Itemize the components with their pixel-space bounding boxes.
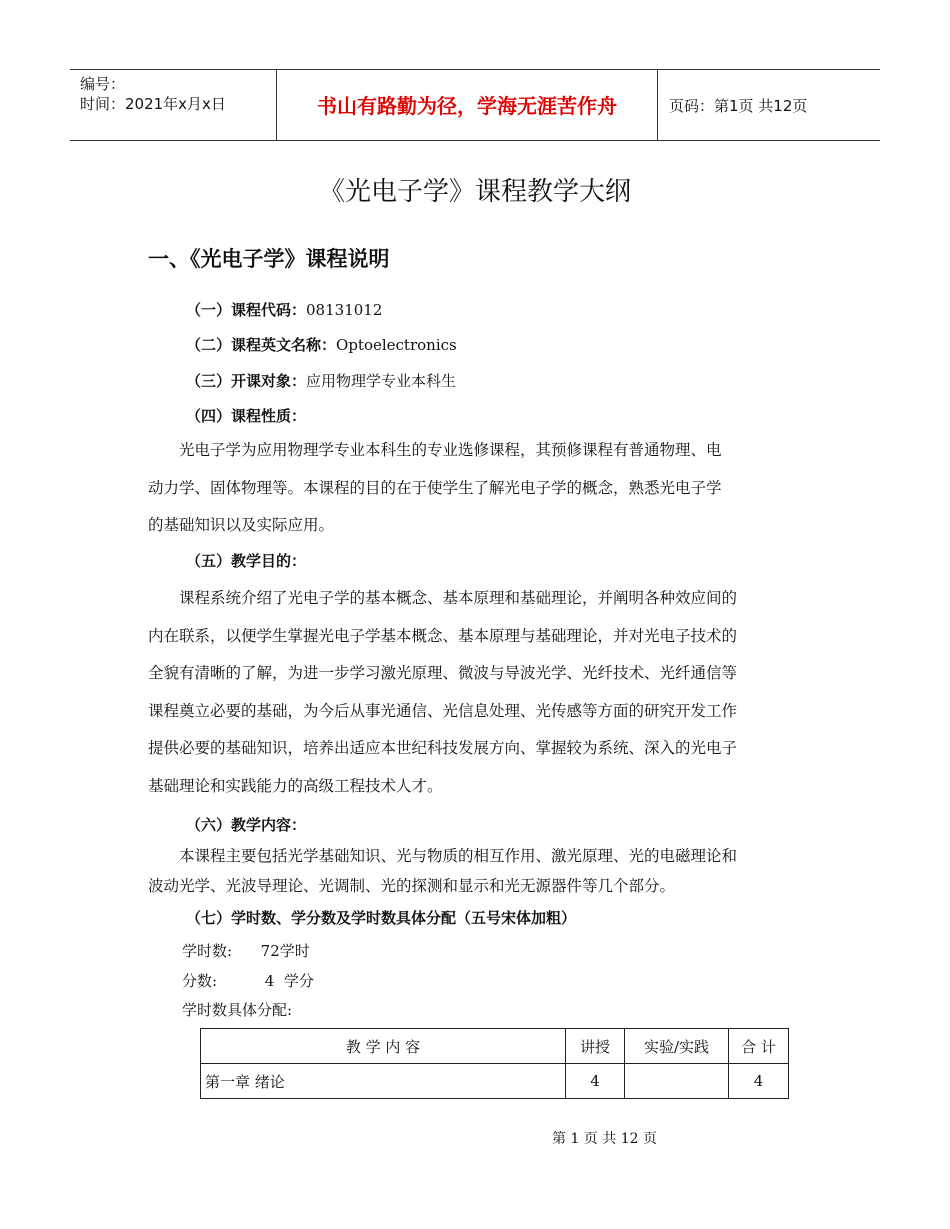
allocation-line: 学时数具体分配: — [182, 1001, 293, 1019]
header-meta — [80, 74, 280, 114]
course-nature-item — [186, 404, 306, 428]
teaching-content-label — [186, 813, 306, 837]
paragraph-line: 本课程主要包括光学基础知识、光与物质的相互作用、激光原理、光的电磁理论和 — [179, 847, 738, 865]
paragraph-line: 基础理论和实践能力的高级工程技术人才。 — [148, 776, 443, 795]
section-title: 一、《光电子学》课程说明 — [148, 247, 390, 271]
table-cell — [625, 1064, 729, 1099]
item-label: （三）开课对象： — [186, 372, 307, 390]
header-divider — [657, 70, 658, 140]
paragraph-line: 光电子学为应用物理学专业本科生的专业选修课程，其预修课程有普通物理、电 — [179, 441, 722, 459]
paragraph-line: 内在联系，以便学生掌握光电子学基本概念、基本原理与基础理论，并对光电子技术的 — [148, 626, 738, 645]
nature-paragraph — [148, 432, 808, 545]
hours-line: 学时数: 72学时 — [182, 942, 310, 960]
course-english-name-item — [186, 333, 457, 357]
table-header-row — [201, 1029, 789, 1064]
paragraph-line: 的基础知识以及实际应用。 — [148, 516, 335, 534]
item-value: Optoelectronics — [336, 336, 457, 354]
hours-allocation-table — [200, 1028, 789, 1099]
column-header: 教 学 内 容 — [201, 1029, 566, 1064]
column-header: 实验/实践 — [625, 1029, 729, 1064]
item-label: （一）课程代码： — [186, 301, 307, 319]
credits-line: 分数: 4 学分 — [182, 972, 314, 990]
paragraph-line: 课程奠立必要的基础，为今后从事光通信、光信息处理、光传感等方面的研究开发工作 — [148, 701, 738, 720]
item-label: （四）课程性质： — [186, 407, 307, 425]
content-paragraph — [148, 841, 808, 901]
footer-page-number: 第 1 页 共 12 页 — [552, 1131, 657, 1147]
column-header: 合 计 — [729, 1029, 789, 1064]
paragraph-line: 波动光学、光波导理论、光调制、光的探测和显示和光无源器件等几个部分。 — [148, 877, 676, 895]
item-value: 应用物理学专业本科生 — [306, 372, 457, 390]
header-motto: 书山有路勤为径，学海无涯苦作舟 — [317, 94, 617, 118]
paragraph-line: 课程系统介绍了光电子学的基本概念、基本原理和基础理论，并阐明各种效应间的 — [179, 589, 738, 607]
time-label: 时间：2021年x月x日 — [80, 95, 226, 113]
table-row — [201, 1064, 789, 1099]
paragraph-line: 全貌有清晰的了解，为进一步学习激光原理、微波与导波光学、光纤技术、光纤通信等 — [148, 664, 738, 682]
item-value: 08131012 — [306, 301, 383, 319]
hours-label — [186, 906, 576, 930]
header-page-info: 页码：第1页 共12页 — [669, 97, 808, 115]
course-audience-item — [186, 369, 456, 393]
teaching-purpose-label — [186, 549, 306, 573]
page-header — [70, 69, 880, 141]
item-label: （二）课程英文名称： — [186, 336, 337, 354]
purpose-paragraph — [148, 580, 808, 805]
paragraph-line: 动力学、固体物理等。本课程的目的在于使学生了解光电子学的概念，熟悉光电子学 — [148, 478, 722, 497]
document-title: 《光电子学》课程教学大纲 — [318, 177, 631, 207]
table-cell: 4 — [729, 1064, 789, 1099]
paragraph-line: 提供必要的基础知识，培养出适应本世纪科技发展方向、掌握较为系统、深入的光电子 — [148, 739, 738, 757]
table-cell: 4 — [566, 1064, 625, 1099]
serial-label: 编号： — [80, 75, 126, 93]
column-header: 讲授 — [566, 1029, 625, 1064]
item-label: （七）学时数、学分数及学时数具体分配（五号宋体加粗） — [186, 909, 577, 927]
page-footer — [552, 1128, 752, 1148]
table-cell: 第一章 绪论 — [201, 1064, 566, 1099]
item-label: （六）教学内容： — [186, 816, 307, 834]
course-code-item — [186, 298, 382, 322]
item-label: （五）教学目的： — [186, 552, 307, 570]
